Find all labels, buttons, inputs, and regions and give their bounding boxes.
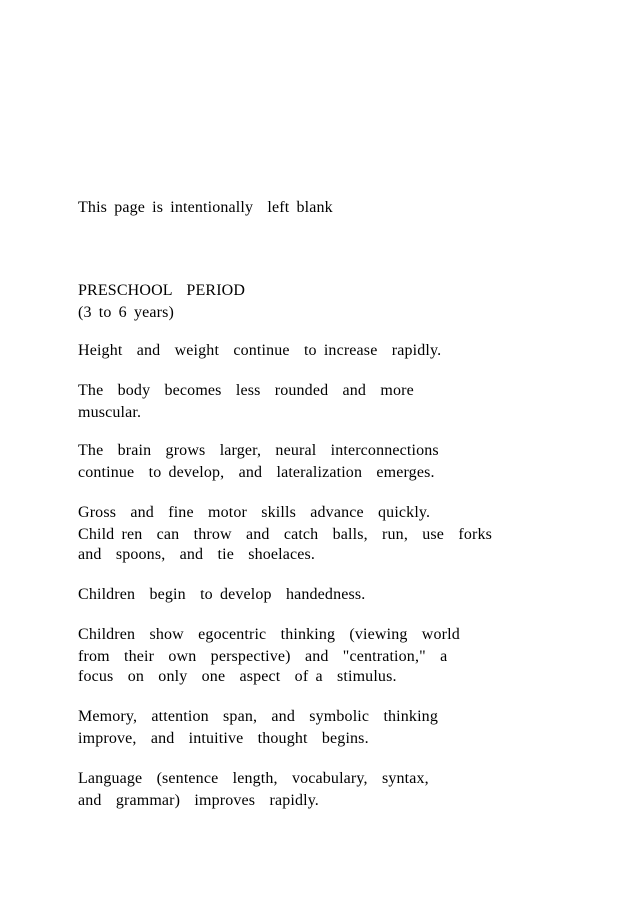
paragraph-line: from their own perspective) and "centration," a: [78, 648, 448, 665]
paragraph-line: focus on only one aspect of a stimulus.: [78, 668, 397, 685]
paragraph-line: improve, and intuitive thought begins.: [78, 730, 369, 747]
paragraph-line: Children show egocentric thinking (viewing world: [78, 626, 460, 643]
paragraph-line: Language (sentence length, vocabulary, syntax,: [78, 770, 429, 787]
paragraph-line: Gross and fine motor skills advance quickly.: [78, 504, 431, 521]
blank-page-notice: This page is intentionally left blank: [78, 199, 333, 216]
section-title: PRESCHOOL PERIOD: [78, 282, 246, 299]
paragraph-line: The body becomes less rounded and more: [78, 382, 414, 399]
paragraph-line: Memory, attention span, and symbolic thinking: [78, 708, 438, 725]
section-age-range: (3 to 6 years): [78, 304, 174, 321]
paragraph-line: and spoons, and tie shoelaces.: [78, 546, 316, 563]
paragraph-line: Height and weight continue to increase rapidly.: [78, 342, 442, 359]
paragraph-line: continue to develop, and lateralization emerges.: [78, 464, 435, 481]
paragraph-line: Child ren can throw and catch balls, run, use forks: [78, 526, 492, 543]
paragraph-line: The brain grows larger, neural interconnections: [78, 442, 439, 459]
paragraph-line: Children begin to develop handedness.: [78, 586, 366, 603]
paragraph-line: and grammar) improves rapidly.: [78, 792, 319, 809]
paragraph-line: muscular.: [78, 404, 142, 421]
